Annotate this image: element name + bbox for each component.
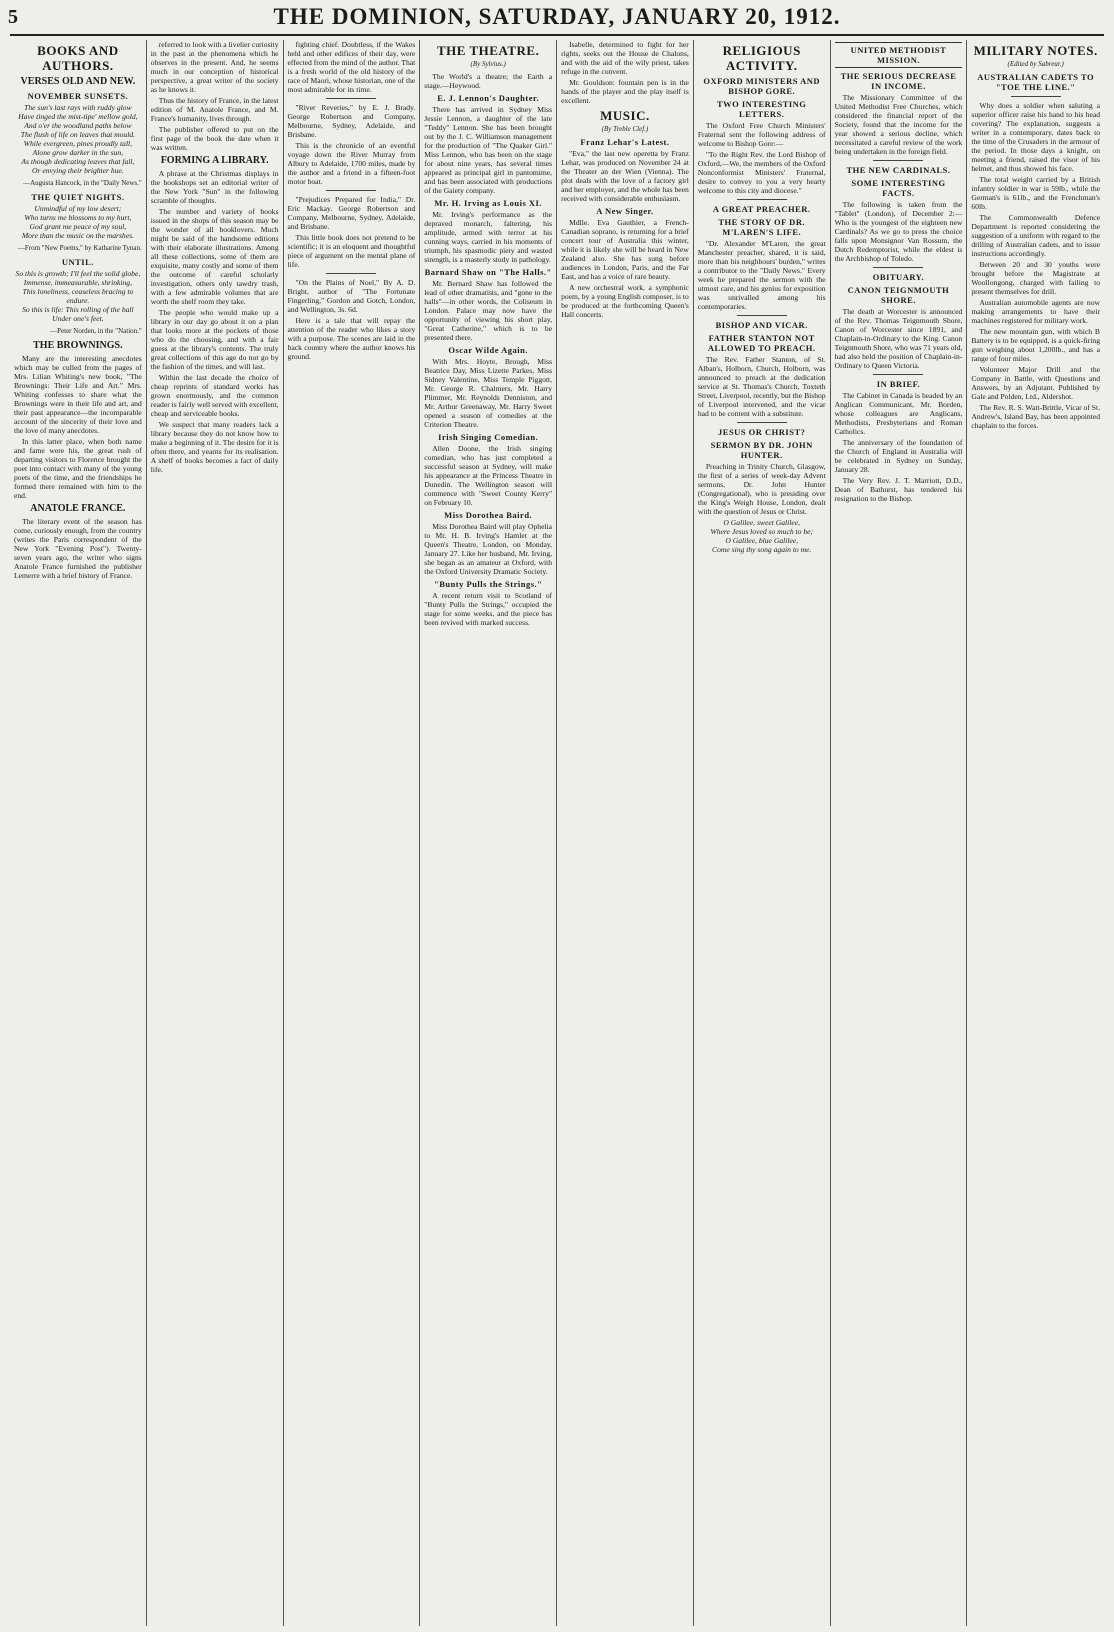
paragraph: Thus the history of France, in the latest edition of M. Anatole France, and M. France's humanity, lives through. bbox=[150, 96, 279, 123]
column-4 bbox=[420, 40, 557, 1626]
item-heading: Barnard Shaw on "The Halls." bbox=[424, 267, 552, 277]
paragraph: The Missionary Committee of the United Methodist Free Churches, which considered the financial report of the Society, found that the income for the year showed a serious decline, which necessitated a careful review of the work being undertaken in the foreign field. bbox=[834, 93, 963, 156]
paragraph: Mr. Gouldson: fountain pen is in the hands of the player and the play itself is excellent. bbox=[561, 78, 689, 105]
paragraph: Miss Dorothea Baird will play Ophelia to Mr. H. B. Irving's Hamlet at the Queen's Theatre, London, on Monday, January 27. Like her husband, Mr. Irving, she began as an amateur at Oxford, with the Oxford University Dramatic Society. bbox=[424, 522, 553, 576]
subheading: SOME INTERESTING FACTS. bbox=[851, 178, 946, 198]
subheading: THE STORY OF DR. M'LAREN'S LIFE. bbox=[718, 217, 806, 237]
book-title: "River Reveries," by E. J. Brady. George Robertson and Company, Melbourne, Sydney, Adelaide, and Brisbane. bbox=[287, 103, 416, 139]
poem-title: THE QUIET NIGHTS. bbox=[31, 192, 125, 202]
subheading: OBITUARY. bbox=[872, 272, 925, 282]
paragraph: Australian automobile agents are now making arrangements to have their machines registered for military work. bbox=[971, 298, 1100, 325]
poem-title: UNTIL. bbox=[61, 257, 94, 267]
item-heading: A New Singer. bbox=[596, 206, 654, 216]
poem-text: Unmindful of my low desert; Who turns me blossoms to my hurt, God grant me peace of my soul, More than the music on the marshes. bbox=[21, 204, 134, 240]
paragraph: This little book does not pretend to be scientific; it is an eloquent and thoughtful piece of argument on the mental plane of life. bbox=[287, 233, 416, 269]
paragraph: The Rev. Father Stanton, of St. Alban's, Holborn, Church, Holborn, was announced to preach at the dedication service at St. Thomas's Church, Toxteth Street, Liverpool, recently, but the Bishop of Liverpool intervened, and the vicar had to be content with a substitute. bbox=[697, 355, 826, 418]
column-1 bbox=[10, 40, 147, 1626]
divider bbox=[326, 98, 376, 99]
poem-title: NOVEMBER SUNSETS. bbox=[27, 91, 129, 101]
paragraph: Here is a tale that will repay the attention of the reader who likes a story with a purpose. The scenes are laid in the back country where the author knows his ground. bbox=[287, 316, 416, 361]
article-heading: ANATOLE FRANCE. bbox=[30, 503, 126, 514]
masthead bbox=[0, 0, 1114, 34]
paragraph: fighting chief. Doubtless, if the Wakes held and other edifices of their day, were effected from the mind of the author. That is a fresh world of the old history of the race of Maori, whose historian, one of the most admirable for its time. bbox=[287, 40, 416, 94]
divider bbox=[873, 267, 923, 268]
paragraph: Volunteer Major Drill and the Company in Battle, with Questions and Answers, by an Adjutant. Published by Gale and Polden, Ltd., Aldershot. bbox=[971, 365, 1100, 401]
page-number: 5 bbox=[8, 6, 19, 28]
item-heading: Miss Dorothea Baird. bbox=[444, 510, 533, 520]
column-7 bbox=[831, 40, 968, 1626]
paragraph: The number and variety of books issued in the shops of this season may be the wonder of all booklovers. Much might be said of the handsome editions with their elaborate illustrations. Among all these collections, some of them are exquisite, many costly and some of them the outcome of careful scholarly investigation, others only tawdry trash, with a few admirable volumes that are worth the shelf room they take. bbox=[150, 207, 279, 306]
divider bbox=[737, 315, 787, 316]
section-heading-religious: RELIGIOUS ACTIVITY. bbox=[722, 43, 801, 73]
subheading: FATHER STANTON NOT ALLOWED TO PREACH. bbox=[707, 333, 816, 353]
paragraph: "To the Right Rev. the Lord Bishop of Oxford,—We, the members of the Oxford Nonconformist Ministers' Fraternal, desire to convey to you a very hearty welcome to this city and diocese." bbox=[697, 150, 826, 195]
paragraph: A recent return visit to Scotland of "Bunty Pulls the Strings," occupied the stage for some weeks, and the piece has been revived with marked success. bbox=[424, 591, 553, 627]
divider bbox=[873, 160, 923, 161]
book-title: "Prejudices Prepared for India," Dr. Eric Mackay. George Robertson and Company, Melbourne, Sydney, Adelaide, and Brisbane. bbox=[287, 195, 416, 231]
subheading: OXFORD MINISTERS AND BISHOP GORE. bbox=[703, 76, 821, 96]
subheading: VERSES OLD AND NEW. bbox=[20, 76, 136, 87]
paragraph: The death at Worcester is announced of the Rev. Thomas Teignmouth Shore, Canon of Worcester since 1891, and Chaplain-in-Ordinary to the King. Canon Teignmouth Shore, who was 71 years old, had also held the position of Chaplain-in-Ordinary to Queen Victoria. bbox=[834, 307, 963, 370]
subheading: BISHOP AND VICAR. bbox=[715, 320, 808, 330]
byline: (Edited by Sabreur.) bbox=[1007, 60, 1064, 68]
section-heading-methodist: UNITED METHODIST MISSION. bbox=[835, 42, 963, 68]
column-2 bbox=[147, 40, 284, 1626]
paragraph: "Eva," the last new operetta by Franz Lehar, was produced on November 24 at the Theater an der Wien (Vienna). The plot deals with the love of a factory girl and her employer, and the whole has been received with considerable enthusiasm. bbox=[561, 149, 689, 203]
item-heading: Mr. H. Irving as Louis XI. bbox=[434, 198, 542, 208]
poem-text: So this is growth; I'll feel the solid globe, Immense, immeasurable, shrinking, This loneliness, ceaseless bracing to endure. So this is life: This rolling of the ball Under one's feet. bbox=[15, 269, 141, 323]
item-heading: Irish Singing Comedian. bbox=[438, 432, 539, 442]
column-3 bbox=[284, 40, 421, 1626]
paragraph: Between 20 and 30 youths were brought before the Magistrate at Woollongong, charged with failing to present themselves for drill. bbox=[971, 260, 1100, 296]
paragraph: Preaching in Trinity Church, Glasgow, the first of a series of week-day Advent sermons, Dr. John Hunter (Congregational), who is presiding over the King's Weigh House, London, dealt with the question of Jesus or Christ. bbox=[697, 462, 826, 516]
paragraph: There has arrived in Sydney Miss Jessie Lennon, a daughter of the late "Teddy" Lennon. She has been brought out by the J. C. Williamson management for the production of "The Quaker Girl." Miss Lennon, who has been on the stage for about nine years, has several times appeared as principal girl in pantomime, and has been associated with productions of the Gaiety company. bbox=[424, 105, 553, 195]
paragraph: We suspect that many readers lack a library because they do not know how to make a beginning of it. The desire for it is often there, and yearns for its realisation. A shelf of books becomes a fact of daily life. bbox=[150, 420, 279, 474]
paragraph: The Oxford Free Church Ministers' Fraternal sent the following address of welcome to Bishop Gore:— bbox=[697, 121, 826, 148]
subheading: IN BRIEF. bbox=[876, 379, 921, 389]
divider bbox=[326, 190, 376, 191]
paragraph: This is the chronicle of an eventful voyage down the River Murray from Albury to Adelaide, 1700 miles, made by the author and a friend in a fifteen-foot motor boat. bbox=[287, 141, 416, 186]
paragraph: Within the last decade the choice of cheap reprints of standard works has grown enormously, and the common reader is fairly well served with excellent, cheap and serviceable books. bbox=[150, 373, 279, 418]
poem-author: —From "New Poems," by Katharine Tynan. bbox=[17, 244, 142, 252]
book-title: "On the Plains of Noel," By A. D. Bright, author of "The Fortunate Fingerling," Gordon and Gotch, London, and Wellington, 3s. 6d. bbox=[287, 278, 416, 314]
item-heading: Franz Lehar's Latest. bbox=[580, 137, 670, 147]
subheading: TWO INTERESTING LETTERS. bbox=[716, 99, 807, 119]
paragraph: With Mrs. Hoyte, Brough, Miss Beatrice Day, Miss Lizette Parkes, Miss Sidney Valentine, Miss Temple Piggott, Mr. George R. Chalmers, Mr. Harry Plimmer, Mr. Reynolds Denniston, and Mr. Arthur Greenaway, Mr. Harry Sweet opened a season of comedies at the Criterion Theatre. bbox=[424, 357, 553, 429]
article-heading: FORMING A LIBRARY. bbox=[160, 155, 269, 166]
paragraph: The total weight carried by a British infantry soldier in war is 59lb., while the German's is 61lb., and the Frenchman's 60lb. bbox=[971, 175, 1100, 211]
epigraph: The World's a theatre; the Earth a stage.—Heywood. bbox=[424, 72, 553, 90]
byline: (By Treble Clef.) bbox=[601, 125, 649, 133]
divider bbox=[737, 422, 787, 423]
byline: (By Sylvius.) bbox=[470, 60, 506, 68]
section-heading-music: MUSIC. bbox=[600, 108, 650, 123]
newspaper-title: THE DOMINION, SATURDAY, JANUARY 20, 1912. bbox=[273, 4, 841, 29]
paragraph: Allen Doone, the Irish singing comedian, who has just completed a successful season at Sydney, will make his appearance at the Princess Theatre in Dunedin. The Wellington season will commence with "Sweet County Kerry" on February 10. bbox=[424, 444, 553, 507]
subheading: CANON TEIGNMOUTH SHORE. bbox=[847, 285, 950, 305]
subheading: SERMON BY DR. JOHN HUNTER. bbox=[710, 440, 813, 460]
paragraph: The Rev. R. S. Watt-Brittle, Vicar of St. Andrew's, Island Bay, has been appointed chaplain to the forces. bbox=[971, 403, 1100, 430]
poem-text: The sun's last rays with ruddy glow Have tinged the mist-tipe' mellow gold, And o'er the woodland paths below The flush of life on leaves that mould. While evergreen, pines proudly tall, Alone grow darker in the sun, As though dedicating leaves that fall, Or envying their brighter hue. bbox=[18, 103, 138, 175]
item-heading: "Bunty Pulls the Strings." bbox=[433, 579, 543, 589]
divider bbox=[737, 199, 787, 200]
article-heading: THE BROWNINGS. bbox=[33, 340, 123, 351]
paragraph: Isabelle, determined to fight for her rights, seeks out the House de Chalons, and with the aid of the wily priest, takes refuge in the convent. bbox=[561, 40, 689, 76]
column-5 bbox=[557, 40, 694, 1626]
paragraph: In this latter place, when both name and fame were his, the great rush of departing visitors to Florence brought the poet into contact with many of the young poets of the time, and the friendships he formed there remained with him to the end. bbox=[14, 437, 142, 500]
subheading: JESUS OR CHRIST? bbox=[718, 427, 806, 437]
subheading: THE NEW CARDINALS. bbox=[846, 165, 951, 175]
section-heading-theatre: THE THEATRE. bbox=[437, 43, 540, 58]
paragraph: "Dr. Alexander M'Laren, the great Manchester preacher, shared, it is said, more than his neighbours' burden," writes a contributor to the "Daily News." Every week he prepared the sermon with the utmost care, and his genius for exposition was unrivalled among his contemporaries. bbox=[697, 239, 826, 311]
paragraph: The following is taken from the "Tablet" (London), of December 2:— Who is the youngest of the eighteen new Cardinals? As we go to press the choice falls upon Monsignor Van Rossum, the Dutch Redemptorist, while the eldest is the Archbishop of Toledo. bbox=[834, 200, 963, 263]
subheading: THE SERIOUS DECREASE IN INCOME. bbox=[840, 71, 957, 91]
poem-author: —Augusta Hancock, in the "Daily News." bbox=[23, 179, 142, 187]
newspaper-columns bbox=[10, 40, 1104, 1626]
poem-author: —Peter Norden, in the "Nation." bbox=[50, 327, 142, 335]
column-6 bbox=[694, 40, 831, 1626]
paragraph: The people who would make up a library in our day go about it on a plan that looks more at the pockets of those who do the choosing, and with a fair guess at the library's contents. The truly great collections of this age do not go by the fashion of the times, and will last. bbox=[150, 308, 279, 371]
column-8 bbox=[967, 40, 1104, 1626]
paragraph: Many are the interesting anecdotes which may be culled from the pages of Mrs. Lilian Whiting's new book, "The Brownings: Their Life and Art." Mrs. Whiting confesses to share what the Brownings were in their life and art, and their past appearance—the incomparable account of the sincerity of their love and the love of many anecdotes. bbox=[14, 354, 142, 435]
paragraph: A new orchestral work, a symphonic poem, by a young English composer, is to be produced at the forthcoming Queen's Hall concerts. bbox=[561, 283, 689, 319]
section-heading-military: MILITARY NOTES. bbox=[973, 43, 1098, 58]
paragraph: The Commonwealth Defence Department is reported considering the suggestion of a uniform with regard to the drilling of Australian cadets, and to issue instructions accordingly. bbox=[971, 213, 1100, 258]
paragraph: The publisher offered to put on the first page of the book the date when it was written. bbox=[150, 125, 279, 152]
poem-text: O Galilee, sweet Galilee, Where Jesus loved so much to be; O Galilee, blue Galilee, Come sing thy song again to me. bbox=[710, 518, 814, 554]
paragraph: The Very Rev. J. T. Marriott, D.D., Dean of Bathurst, has tendered his resignation to the Bishop. bbox=[834, 476, 963, 503]
masthead-rule bbox=[10, 34, 1104, 36]
subheading: A GREAT PREACHER. bbox=[712, 204, 811, 214]
paragraph: referred to look with a livelier curiosity in the past at the phenomena which he observes in the present. And, he seems much in our conception of historical perspective, a great writer of the society as he knows it. bbox=[150, 40, 279, 94]
section-heading-books: BOOKS AND AUTHORS. bbox=[37, 43, 119, 73]
paragraph: Mr. Bernard Shaw has followed the lead of other dramatists, and "gone to the halls"—in other words, the Coliseum in London. Palace may now have the opportunity of viewing his short play, "Great Catherine," which is to be presented there. bbox=[424, 279, 553, 342]
item-heading: E. J. Lennon's Daughter. bbox=[437, 93, 540, 103]
paragraph: A phrase at the Christmas displays in the bookshops set an editorial writer of the New York "Sun" in the following scramble of thoughts. bbox=[150, 169, 279, 205]
paragraph: Mdlle. Eva Gauthier, a French-Canadian soprano, is returning for a brief concert tour of Australia this winter, while it is likely she will be heard in New Zealand also. She has sung before audiences in London, Paris, and the Far East, and has a voice of rare beauty. bbox=[561, 218, 689, 281]
paragraph: Why does a soldier when saluting a superior officer raise his hand to his head covering? The explanation, suggests a writer in a contemporary, dates back to the time of the Crusaders in the armour of the period. In those days a knight, on meeting a friend, raised the visor of his helmet, and thus showed his face. bbox=[971, 101, 1100, 173]
item-heading: Oscar Wilde Again. bbox=[448, 345, 528, 355]
paragraph: The new mountain gun, with which B Battery is to be equipped, is a quick-firing gun weighing about 1,200lb., and has a range of four miles. bbox=[971, 327, 1100, 363]
paragraph: The anniversary of the foundation of the Church of England in Australia will be celebrated in Sydney on Sunday, January 28. bbox=[834, 438, 963, 474]
paragraph: The Cabinet in Canada is headed by an Anglican Communicant, Mr. Borden, whose colleagues are Anglicans, Methodists, Presbyterians and Roman Catholics. bbox=[834, 391, 963, 436]
divider bbox=[873, 374, 923, 375]
subheading: AUSTRALIAN CADETS TO "TOE THE LINE." bbox=[977, 72, 1095, 92]
divider bbox=[1011, 96, 1061, 97]
paragraph: The literary event of the season has come, curiously enough, from the country (writes the Paris correspondent of the New York "Evening Post"). Twenty-seven years ago, the writer who signs Anatole France furnished the publisher Lemerre with a brief history of France. bbox=[14, 517, 142, 580]
divider bbox=[326, 273, 376, 274]
paragraph: Mr. Irving's performance as the depraved monarch, faltering, his amplitude, armed with terror at his cunning ways, carried in his moments of triumph, his spasmodic piety and wasted strength, is a masterly study in pathology. bbox=[424, 210, 553, 264]
